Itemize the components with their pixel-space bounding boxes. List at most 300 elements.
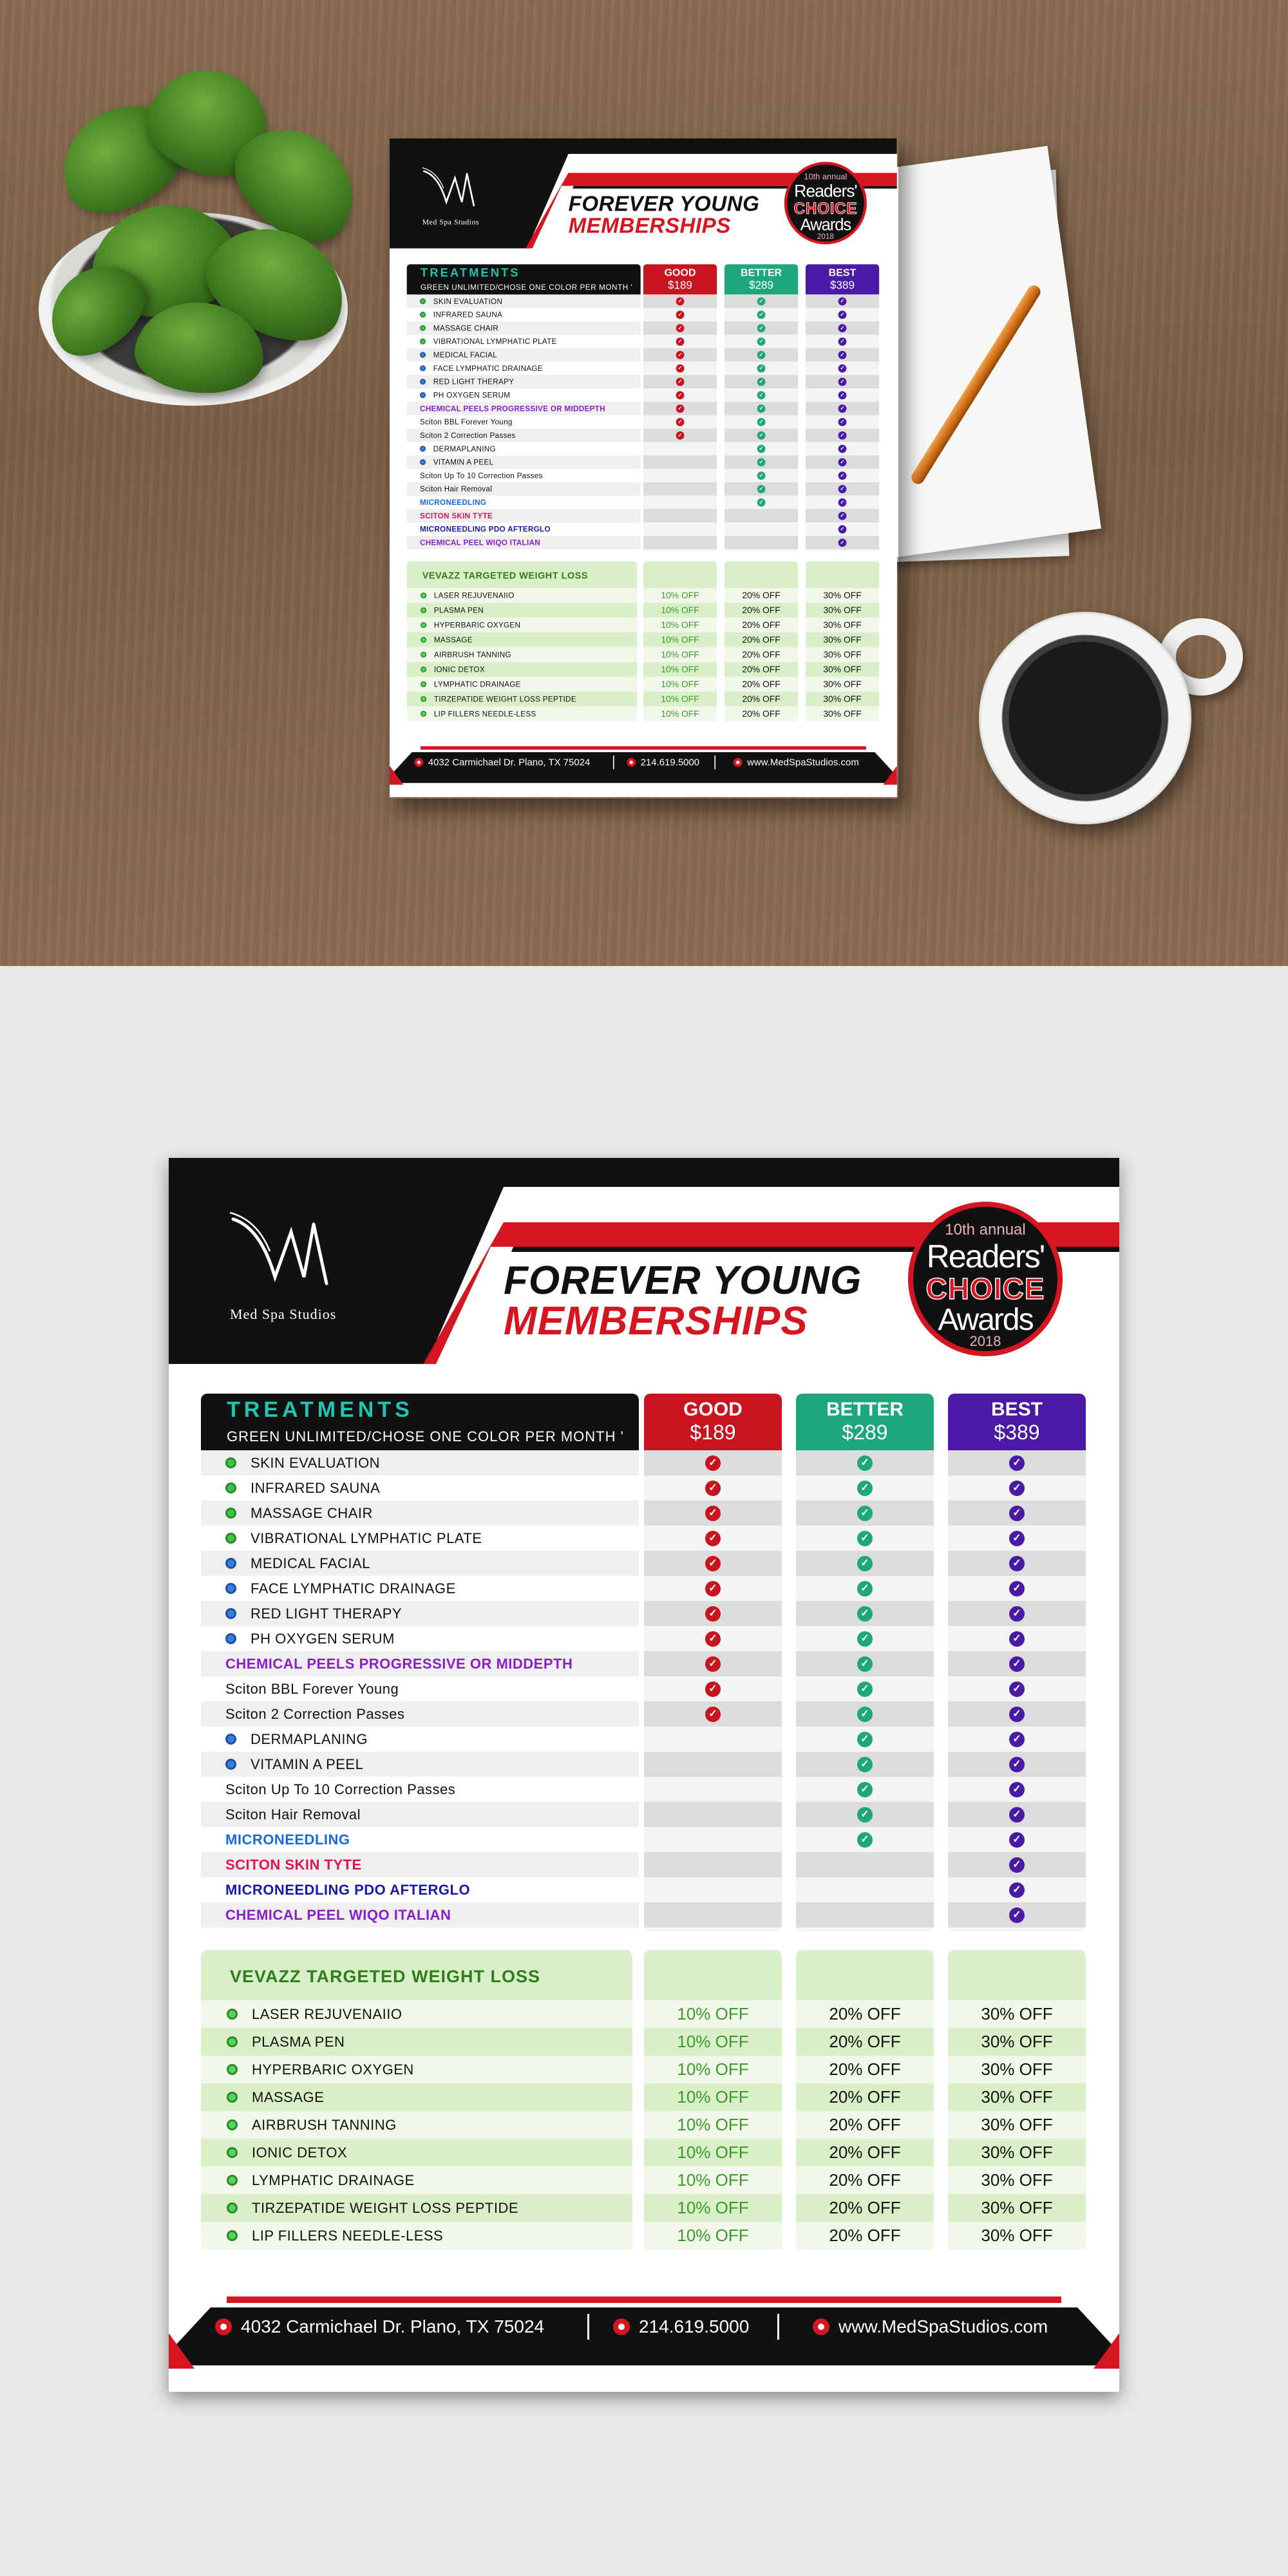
weight-loss-treatment: TIRZEPATIDE WEIGHT LOSS PEPTIDE (252, 2199, 519, 2216)
table-row (407, 509, 641, 522)
checkmark-icon: ✓ (1009, 1581, 1025, 1596)
checkmark-icon: ✓ (705, 1606, 721, 1622)
checkmark-icon: ✓ (705, 1531, 721, 1546)
treatment-label: CHEMICAL PEELS PROGRESSIVE OR MIDDEPTH (419, 404, 605, 413)
table-row (407, 603, 880, 618)
table-row (201, 1651, 639, 1676)
checkmark-icon: ✓ (1009, 1531, 1025, 1546)
treatment-label: VITAMIN A PEEL (433, 457, 494, 466)
plan-name: GOOD (683, 1399, 743, 1420)
mockup-scene (0, 0, 1288, 966)
checkmark-icon: ✓ (1009, 1606, 1025, 1622)
bullet-icon (420, 312, 426, 317)
membership-flyer (169, 1158, 1119, 2392)
table-row (407, 308, 641, 321)
bullet-icon (421, 592, 426, 598)
checkmark-icon: ✓ (1009, 1656, 1025, 1672)
readers-choice-award-seal (784, 162, 867, 244)
discount-best: 30% OFF (806, 618, 879, 632)
weight-loss-treatment: HYPERBARIC OXYGEN (433, 620, 521, 629)
checkmark-icon: ✓ (1009, 1757, 1025, 1772)
plan-cell (796, 1877, 934, 1902)
discount-best: 30% OFF (806, 692, 879, 706)
treatment-label: MICRONEEDLING PDO AFTERGLO (225, 1881, 471, 1898)
weight-loss-row-label (201, 2194, 632, 2222)
bullet-icon (227, 2230, 238, 2241)
plan-good-header (644, 1394, 782, 1450)
checkmark-icon: ✓ (705, 1455, 721, 1471)
treatment-label: FACE LYMPHATIC DRAINAGE (433, 363, 543, 373)
weight-loss-row-label (407, 662, 638, 677)
bullet-icon (420, 392, 426, 398)
bullet-icon (420, 379, 426, 384)
checkmark-icon: ✓ (857, 1631, 873, 1647)
discount-best: 30% OFF (806, 706, 879, 721)
checkmark-icon: ✓ (705, 1581, 721, 1596)
weight-loss-row-label (201, 2166, 632, 2194)
treatment-label: VIBRATIONAL LYMPHATIC PLATE (251, 1530, 482, 1546)
table-row (407, 415, 641, 429)
bullet-icon (225, 1533, 236, 1544)
table-row (407, 469, 641, 482)
table-row (201, 2111, 1087, 2139)
discount-good: 10% OFF (643, 706, 717, 721)
footer-website[interactable] (734, 754, 859, 772)
treatments-heading: TREATMENTS (421, 266, 520, 279)
treatment-label: MASSAGE CHAIR (433, 323, 499, 332)
checkmark-icon: ✓ (676, 337, 685, 346)
treatment-label: PH OXYGEN SERUM (251, 1630, 395, 1647)
plan-cell (644, 1727, 782, 1752)
checkmark-icon: ✓ (838, 538, 847, 547)
treatment-label: MICRONEEDLING PDO AFTERGLO (419, 524, 551, 534)
plan-cell (724, 536, 798, 549)
discount-better: 20% OFF (796, 2139, 934, 2166)
discount-good: 10% OFF (643, 618, 717, 632)
award-line: 2018 (969, 1333, 1001, 1349)
discount-good: 10% OFF (644, 2083, 782, 2111)
weight-loss-row-label (407, 618, 638, 632)
bullet-icon (420, 325, 426, 331)
discount-best: 30% OFF (806, 662, 879, 677)
bullet-icon (421, 607, 426, 613)
checkmark-icon: ✓ (838, 324, 847, 332)
checkmark-icon: ✓ (857, 1832, 873, 1848)
plan-name: BEST (990, 1399, 1043, 1420)
website-link[interactable]: www.MedSpaStudios.com (838, 2316, 1048, 2336)
treatment-label: SCITON SKIN TYTE (225, 1856, 362, 1873)
weight-loss-treatment: PLASMA PEN (252, 2033, 345, 2050)
weight-loss-treatment: IONIC DETOX (252, 2144, 348, 2161)
page-title-line2: MEMBERSHIPS (504, 1299, 808, 1343)
checkmark-icon: ✓ (857, 1481, 873, 1496)
checkmark-icon: ✓ (757, 498, 766, 507)
discount-best: 30% OFF (948, 2111, 1086, 2139)
checkmark-icon: ✓ (757, 365, 766, 373)
checkmark-icon: ✓ (838, 431, 847, 440)
plan-cell (724, 522, 798, 536)
table-row (201, 2083, 1087, 2111)
phone-icon (613, 2318, 630, 2335)
checkmark-icon: ✓ (676, 324, 685, 332)
table-row (407, 388, 641, 402)
weight-loss-col-best (806, 562, 879, 589)
bullet-icon (420, 446, 426, 451)
weight-loss-treatment: LIP FILLERS NEEDLE-LESS (252, 2227, 444, 2244)
checkmark-icon: ✓ (838, 418, 847, 426)
table-row (201, 1827, 639, 1852)
award-line: 2018 (817, 232, 834, 241)
discount-better: 20% OFF (796, 2166, 934, 2194)
readers-choice-award-seal (908, 1202, 1063, 1356)
plan-name: BETTER (826, 1399, 904, 1420)
checkmark-icon: ✓ (838, 404, 847, 413)
weight-loss-row-label (201, 2056, 632, 2083)
coffee-mug-image (979, 612, 1191, 824)
checkmark-icon: ✓ (757, 418, 766, 426)
plan-price: $389 (830, 278, 855, 292)
award-line: CHOICE (793, 199, 858, 218)
treatment-label: MEDICAL FACIAL (251, 1555, 370, 1571)
table-row (201, 1601, 639, 1626)
discount-better: 20% OFF (796, 2222, 934, 2249)
table-row (201, 1626, 639, 1651)
checkmark-icon: ✓ (757, 351, 766, 359)
discount-best: 30% OFF (806, 588, 879, 603)
bullet-icon (227, 2036, 238, 2047)
checkmark-icon: ✓ (757, 471, 766, 480)
bullet-icon (421, 667, 426, 672)
weight-loss-row-label (201, 2083, 632, 2111)
treatment-label: Sciton Up To 10 Correction Passes (419, 471, 543, 480)
checkmark-icon: ✓ (838, 298, 847, 306)
table-row (201, 2139, 1087, 2166)
weight-loss-row-label (201, 2028, 632, 2056)
checkmark-icon: ✓ (1009, 1631, 1025, 1647)
treatments-subheading: GREEN UNLIMITED/CHOSE ONE COLOR PER MONTH ' (227, 1428, 624, 1444)
plan-cell (644, 1877, 782, 1902)
discount-better: 20% OFF (724, 647, 798, 662)
weight-loss-treatment: MASSAGE (433, 635, 473, 644)
plan-cell (796, 1902, 934, 1927)
discount-good: 10% OFF (643, 692, 717, 706)
discount-better: 20% OFF (724, 632, 798, 647)
discount-good: 10% OFF (644, 2028, 782, 2056)
plan-best-header (948, 1394, 1086, 1450)
table-row (201, 1501, 639, 1526)
plan-cell (724, 509, 798, 522)
discount-good: 10% OFF (643, 647, 717, 662)
phone-text: 214.619.5000 (640, 757, 700, 768)
discount-better: 20% OFF (724, 677, 798, 692)
bullet-icon (421, 652, 426, 658)
table-row (201, 1877, 639, 1902)
weight-loss-treatment: LASER REJUVENAIIO (252, 2005, 402, 2022)
checkmark-icon: ✓ (838, 365, 847, 373)
address-text: 4032 Carmichael Dr. Plano, TX 75024 (241, 2316, 545, 2336)
table-row (407, 482, 641, 496)
checkmark-icon: ✓ (676, 404, 685, 413)
weight-loss-row-label (201, 2139, 632, 2166)
discount-good: 10% OFF (643, 588, 717, 603)
discount-good: 10% OFF (644, 2166, 782, 2194)
award-line: Readers' (794, 181, 857, 201)
discount-best: 30% OFF (948, 2166, 1086, 2194)
footer-phone (613, 2311, 749, 2343)
treatment-label: RED LIGHT THERAPY (433, 377, 515, 386)
table-row (201, 2028, 1087, 2056)
award-line: Readers' (926, 1238, 1045, 1274)
treatment-label: SKIN EVALUATION (251, 1454, 381, 1471)
checkmark-icon: ✓ (838, 337, 847, 346)
plan-cell (643, 482, 717, 496)
checkmark-icon: ✓ (676, 365, 685, 373)
treatment-label: Sciton BBL Forever Young (419, 417, 513, 426)
discount-best: 30% OFF (806, 603, 879, 618)
table-row (201, 2222, 1087, 2249)
checkmark-icon: ✓ (838, 471, 847, 480)
table-row (407, 348, 641, 362)
award-line: CHOICE (925, 1272, 1045, 1305)
plan-best-header (806, 264, 879, 294)
discount-best: 30% OFF (948, 2083, 1086, 2111)
treatment-label: SCITON SKIN TYTE (419, 511, 493, 520)
table-row (201, 1701, 639, 1727)
website-link[interactable]: www.MedSpaStudios.com (747, 757, 859, 768)
checkmark-icon: ✓ (1009, 1481, 1025, 1496)
table-row (407, 335, 641, 348)
weight-loss-col-best (948, 1950, 1086, 2000)
discount-better: 20% OFF (796, 2083, 934, 2111)
footer-phone (627, 754, 699, 772)
discount-best: 30% OFF (806, 647, 879, 662)
plan-price: $289 (749, 278, 774, 292)
bullet-icon (227, 2147, 238, 2158)
checkmark-icon: ✓ (757, 391, 766, 399)
checkmark-icon: ✓ (705, 1707, 721, 1722)
bullet-icon (421, 696, 426, 702)
discount-good: 10% OFF (644, 2222, 782, 2249)
table-row (407, 618, 880, 632)
flyer-header (169, 1158, 1119, 1364)
plan-price: $189 (690, 1421, 736, 1444)
plan-name: BEST (828, 267, 857, 279)
plan-cell (644, 1852, 782, 1877)
treatment-label: Sciton Hair Removal (419, 484, 493, 493)
table-row (407, 647, 880, 662)
discount-best: 30% OFF (948, 2139, 1086, 2166)
plan-price: $189 (668, 278, 693, 292)
discount-good: 10% OFF (643, 632, 717, 647)
table-row (201, 2166, 1087, 2194)
discount-best: 30% OFF (948, 2028, 1086, 2056)
checkmark-icon: ✓ (838, 512, 847, 520)
weight-loss-treatment: LASER REJUVENAIIO (433, 591, 515, 600)
website-icon (734, 758, 743, 767)
table-row (201, 2000, 1087, 2028)
brand-name: Med Spa Studios (422, 217, 479, 227)
treatment-label: Sciton Hair Removal (225, 1806, 361, 1823)
weight-loss-treatment: LYMPHATIC DRAINAGE (433, 679, 521, 688)
plan-better-header (724, 264, 798, 294)
discount-better: 20% OFF (796, 2111, 934, 2139)
table-row (201, 1752, 639, 1777)
checkmark-icon: ✓ (676, 418, 685, 426)
discount-best: 30% OFF (948, 2056, 1086, 2083)
award-line: Awards (800, 216, 851, 234)
treatment-label: INFRARED SAUNA (433, 310, 503, 319)
checkmark-icon: ✓ (1009, 1707, 1025, 1722)
table-row (407, 442, 641, 455)
phone-icon (627, 758, 636, 767)
checkmark-icon: ✓ (676, 310, 685, 319)
plan-cell (644, 1902, 782, 1927)
discount-best: 30% OFF (806, 677, 879, 692)
table-row (407, 522, 641, 536)
checkmark-icon: ✓ (838, 378, 847, 386)
weight-loss-row-label (407, 603, 638, 618)
checkmark-icon: ✓ (757, 298, 766, 306)
footer-website[interactable] (813, 2311, 1048, 2343)
checkmark-icon: ✓ (676, 431, 685, 440)
discount-best: 30% OFF (806, 632, 879, 647)
weight-loss-row-label (407, 677, 638, 692)
treatments-heading: TREATMENTS (227, 1397, 413, 1422)
award-line: Awards (938, 1303, 1033, 1337)
treatment-label: DERMAPLANING (433, 444, 496, 453)
treatment-label: MICRONEEDLING (419, 498, 487, 507)
checkmark-icon: ✓ (857, 1757, 873, 1772)
checkmark-icon: ✓ (1009, 1807, 1025, 1823)
page-title-line1: FOREVER YOUNG (568, 192, 760, 216)
plan-cell (643, 522, 717, 536)
weight-loss-row-label (407, 706, 638, 721)
checkmark-icon: ✓ (676, 391, 685, 399)
treatment-label: DERMAPLANING (251, 1730, 368, 1747)
treatment-label: CHEMICAL PEELS PROGRESSIVE OR MIDDEPTH (225, 1655, 573, 1672)
table-row (201, 1450, 639, 1475)
bullet-icon (421, 637, 426, 643)
discount-better: 20% OFF (796, 2056, 934, 2083)
discount-good: 10% OFF (644, 2111, 782, 2139)
checkmark-icon: ✓ (757, 485, 766, 493)
checkmark-icon: ✓ (757, 310, 766, 319)
treatment-label: RED LIGHT THERAPY (251, 1605, 402, 1622)
bullet-icon (421, 711, 426, 717)
checkmark-icon: ✓ (1009, 1857, 1025, 1873)
checkmark-icon: ✓ (1009, 1908, 1025, 1923)
plan-cell (644, 1777, 782, 1802)
weight-loss-row-label (407, 692, 638, 706)
discount-better: 20% OFF (724, 706, 798, 721)
plan-cell (643, 496, 717, 509)
table-row (201, 2194, 1087, 2222)
plan-cell (643, 509, 717, 522)
plan-better-header (796, 1394, 934, 1450)
bullet-icon (420, 339, 426, 345)
checkmark-icon: ✓ (1009, 1882, 1025, 1898)
treatments-subheading: GREEN UNLIMITED/CHOSE ONE COLOR PER MONTH ' (421, 283, 633, 292)
table-row (201, 1551, 639, 1576)
bullet-icon (225, 1482, 236, 1493)
treatment-label: FACE LYMPHATIC DRAINAGE (251, 1580, 456, 1596)
weight-loss-treatment: AIRBRUSH TANNING (252, 2116, 397, 2133)
location-pin-icon (215, 2318, 232, 2335)
table-row (201, 1727, 639, 1752)
bullet-icon (225, 1558, 236, 1569)
bullet-icon (225, 1633, 236, 1644)
page-title-line1: FOREVER YOUNG (504, 1258, 862, 1303)
discount-good: 10% OFF (644, 2000, 782, 2028)
plan-cell (643, 442, 717, 455)
plan-cell (643, 455, 717, 469)
checkmark-icon: ✓ (857, 1707, 873, 1722)
plan-cell (643, 536, 717, 549)
table-row (407, 692, 880, 706)
discount-best: 30% OFF (948, 2194, 1086, 2222)
discount-good: 10% OFF (643, 662, 717, 677)
discount-better: 20% OFF (796, 2028, 934, 2056)
discount-better: 20% OFF (724, 662, 798, 677)
checkmark-icon: ✓ (1009, 1455, 1025, 1471)
weight-loss-row-label (201, 2222, 632, 2249)
footer-separator (613, 755, 614, 769)
bullet-icon (225, 1734, 236, 1745)
weight-loss-row-label (407, 632, 638, 647)
table-row (407, 536, 641, 549)
checkmark-icon: ✓ (757, 445, 766, 453)
weight-loss-col-good (643, 562, 717, 589)
checkmark-icon: ✓ (1009, 1832, 1025, 1848)
bullet-icon (421, 681, 426, 687)
plan-good-header (643, 264, 717, 294)
treatment-label: MICRONEEDLING (225, 1831, 350, 1848)
treatment-label: Sciton Up To 10 Correction Passes (225, 1781, 456, 1797)
bullet-icon (420, 352, 426, 357)
discount-good: 10% OFF (643, 677, 717, 692)
checkmark-icon: ✓ (705, 1681, 721, 1697)
weight-loss-col-better (724, 562, 798, 589)
bullet-icon (227, 2119, 238, 2130)
bullet-icon (225, 1608, 236, 1619)
checkmark-icon: ✓ (1009, 1782, 1025, 1797)
treatment-label: SKIN EVALUATION (433, 296, 503, 306)
discount-better: 20% OFF (796, 2000, 934, 2028)
treatment-label: CHEMICAL PEEL WIQO ITALIAN (225, 1906, 451, 1923)
bullet-icon (225, 1457, 236, 1468)
treatment-label: PH OXYGEN SERUM (433, 390, 511, 399)
flyer-header (390, 138, 897, 249)
table-row (407, 361, 641, 375)
plan-name: GOOD (664, 267, 696, 279)
discount-good: 10% OFF (644, 2194, 782, 2222)
weight-loss-treatment: MASSAGE (252, 2088, 325, 2105)
treatment-label: MASSAGE CHAIR (251, 1504, 373, 1521)
med-spa-logo-icon (422, 164, 481, 209)
checkmark-icon: ✓ (757, 378, 766, 386)
discount-better: 20% OFF (724, 588, 798, 603)
table-row (407, 455, 641, 469)
checkmark-icon: ✓ (705, 1481, 721, 1496)
weight-loss-heading: VEVAZZ TARGETED WEIGHT LOSS (230, 1967, 541, 1986)
bullet-icon (225, 1759, 236, 1770)
plan-name: BETTER (741, 267, 782, 279)
table-row (201, 1526, 639, 1551)
checkmark-icon: ✓ (838, 458, 847, 466)
treatment-label: Sciton BBL Forever Young (225, 1680, 399, 1697)
weight-loss-treatment: IONIC DETOX (433, 665, 485, 674)
table-row (201, 1475, 639, 1501)
